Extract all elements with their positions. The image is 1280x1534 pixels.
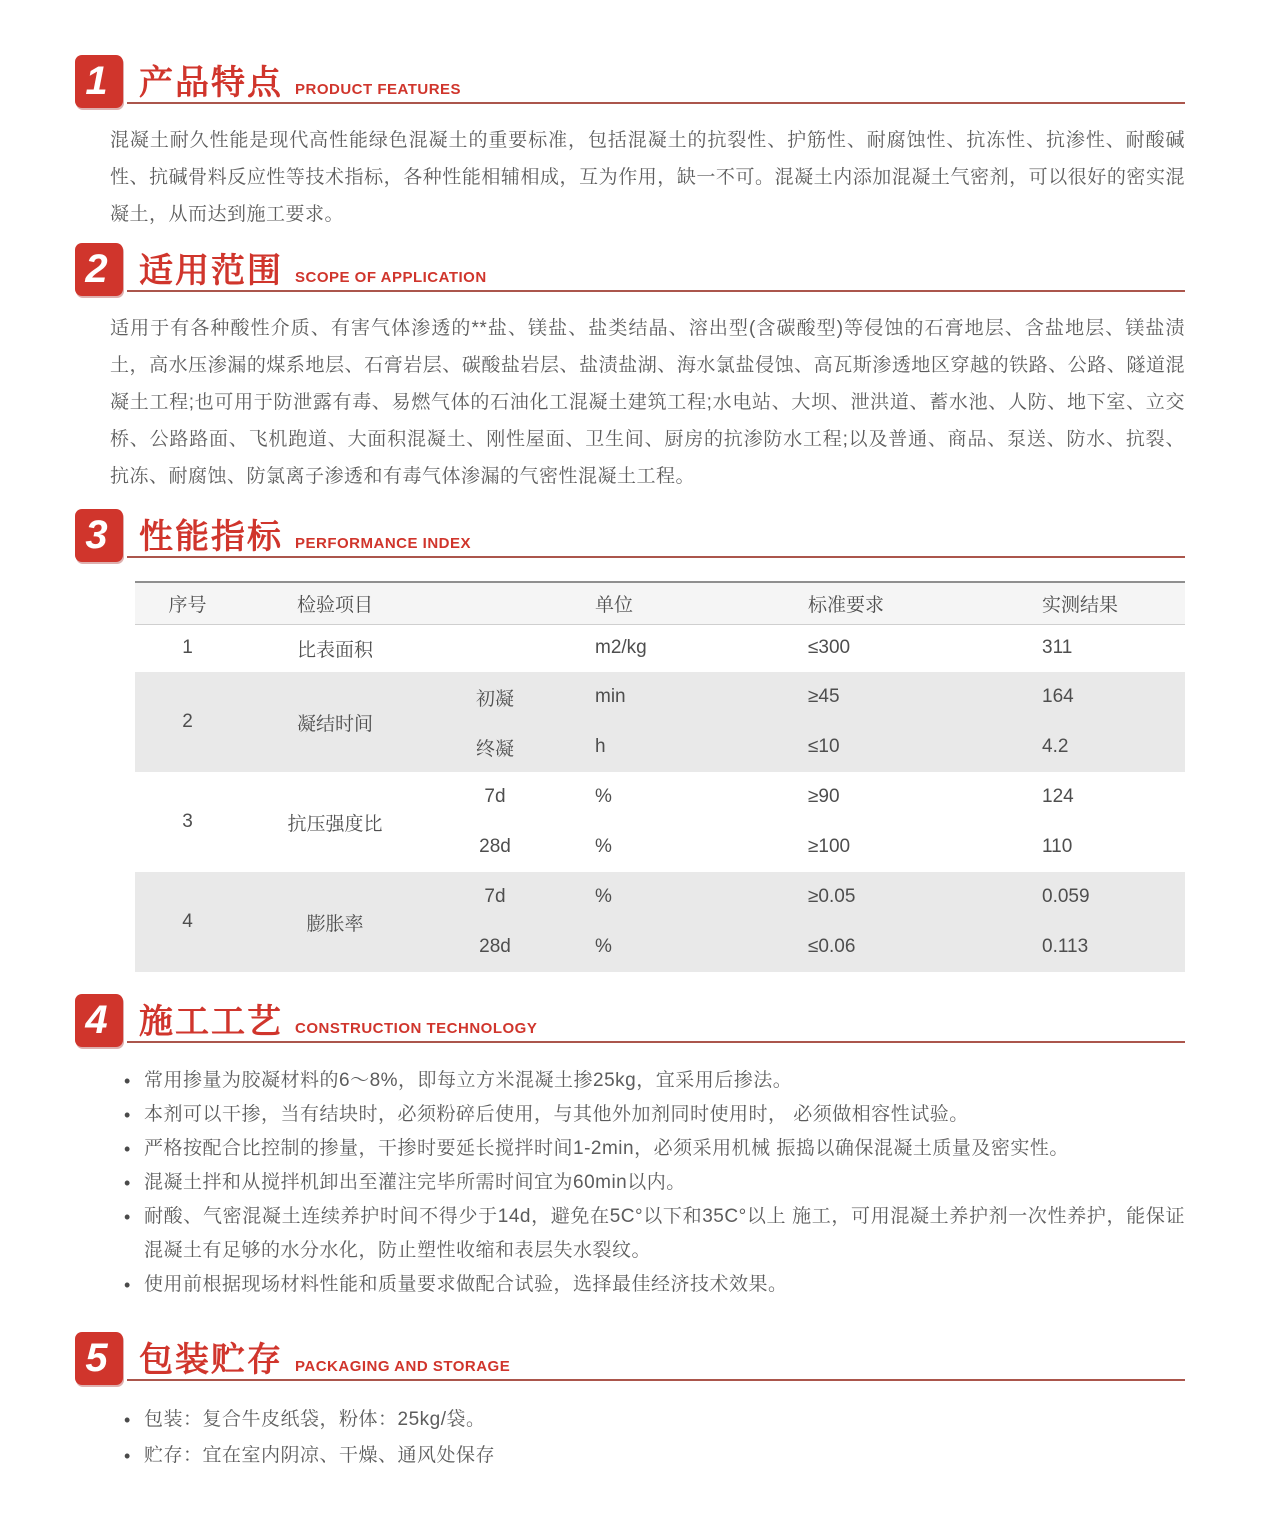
header-sub <box>430 582 560 624</box>
section-2-underline <box>127 290 1185 292</box>
cell-unit: % <box>560 872 780 922</box>
section-3-underline <box>127 556 1185 558</box>
cell-res: 124 <box>1042 786 1074 807</box>
cell-sub: 28d <box>479 836 511 857</box>
cell-sub: 初凝 <box>430 672 560 722</box>
cell-res: 0.113 <box>1020 922 1185 972</box>
section-scope-of-application <box>75 243 1185 495</box>
table-header-row <box>135 582 1185 624</box>
cell-res: 164 <box>1020 672 1185 722</box>
table-row <box>135 872 1185 922</box>
header-res: 实测结果 <box>1042 594 1119 616</box>
section-4-titles <box>139 1005 537 1039</box>
section-1-paragraph: 混凝土耐久性能是现代高性能绿色混凝土的重要标准，包括混凝土的抗裂性、护筋性、耐腐蚀性、抗冻性、抗渗性、耐酸碱性、抗碱骨料反应性等技术指标，各种性能相辅相成，互为作用，缺一不可。混凝土内添加混凝土气密剂，可以很好的密实混凝土，从而达到施工要求。 <box>110 130 1185 225</box>
section-5-title-zh: 包装贮存 <box>139 1341 283 1379</box>
cell-unit: m2/kg <box>595 637 647 659</box>
section-4-number: 4 <box>85 998 108 1042</box>
header-unit: 单位 <box>595 594 634 616</box>
cell-res: 4.2 <box>1020 722 1185 772</box>
cell-req: ≥90 <box>808 786 840 807</box>
cell-item: 膨胀率 <box>240 872 430 972</box>
section-5-number-badge <box>75 1332 123 1385</box>
section-2-title-en: SCOPE OF APPLICATION <box>295 269 487 286</box>
cell-sub: 终凝 <box>430 722 560 772</box>
cell-no: 1 <box>182 637 193 659</box>
table-row <box>135 772 1185 822</box>
cell-unit: % <box>595 836 612 857</box>
cell-item: 抗压强度比 <box>287 813 383 835</box>
bullet-item: • 耐酸、气密混凝土连续养护时间不得少于14d，避免在5C°以下和35C°以上 施工，可用混凝土养护剂一次性养护，能保证混凝土有足够的水分水化，防止塑性收缩和表层失水裂纹。 <box>120 1200 1185 1268</box>
cell-no: 4 <box>135 872 240 972</box>
section-4-title-en: CONSTRUCTION TECHNOLOGY <box>295 1020 538 1037</box>
header-no: 序号 <box>168 594 207 616</box>
cell-req: ≤0.06 <box>780 922 1020 972</box>
performance-index-table <box>135 581 1185 972</box>
cell-req: ≤10 <box>780 722 1020 772</box>
header-req: 标准要求 <box>808 594 885 616</box>
section-1-number: 1 <box>85 59 108 103</box>
section-3-number-badge <box>75 509 123 562</box>
section-5-titles <box>139 1343 510 1377</box>
section-1-underline <box>127 102 1185 104</box>
section-performance-index <box>75 509 1185 972</box>
section-2-number: 2 <box>85 247 108 291</box>
section-3-title-zh: 性能指标 <box>139 518 283 556</box>
cell-unit: % <box>560 922 780 972</box>
section-product-features <box>75 55 1185 233</box>
header-item: 检验项目 <box>296 594 373 616</box>
cell-sub: 7d <box>484 786 506 807</box>
section-4-number-badge <box>75 994 123 1047</box>
section-1-title-zh: 产品特点 <box>139 64 283 102</box>
cell-unit: h <box>560 722 780 772</box>
section-3-title-en: PERFORMANCE INDEX <box>295 535 472 552</box>
cell-unit: min <box>560 672 780 722</box>
bullet-item: • 常用掺量为胶凝材料的6～8%，即每立方米混凝土掺25kg，宜采用后掺法。 <box>120 1064 1185 1098</box>
table-row <box>135 672 1185 722</box>
section-construction-technology <box>75 994 1185 1302</box>
section-5-header <box>75 1332 1185 1386</box>
cell-req: ≤300 <box>808 637 851 659</box>
section-1-header <box>75 55 1185 109</box>
section-3-titles <box>139 520 471 554</box>
section-2-titles <box>139 254 487 288</box>
section-1-titles <box>139 66 461 100</box>
section-packaging-storage <box>75 1332 1185 1474</box>
cell-no: 2 <box>135 672 240 772</box>
section-5-number: 5 <box>85 1336 108 1380</box>
section-3-number: 3 <box>85 513 108 557</box>
section-5-title-en: PACKAGING AND STORAGE <box>295 1358 511 1375</box>
bullet-item: • 本剂可以干掺，当有结块时，必须粉碎后使用，与其他外加剂同时使用时， 必须做相容性试验。 <box>120 1098 1185 1132</box>
cell-res: 110 <box>1042 836 1073 857</box>
section-2-number-badge <box>75 243 123 296</box>
section-2-title-zh: 适用范围 <box>139 252 283 290</box>
section-4-header <box>75 994 1185 1048</box>
packaging-bullet-list <box>120 1402 1185 1474</box>
bullet-item: • 严格按配合比控制的掺量，干掺时要延长搅拌时间1-2min，必须采用机械 振捣以确保混凝土质量及密实性。 <box>120 1132 1185 1166</box>
section-3-header <box>75 509 1185 563</box>
cell-item: 凝结时间 <box>240 672 430 772</box>
cell-sub: 7d <box>430 872 560 922</box>
cell-unit: % <box>595 786 612 807</box>
section-2-header <box>75 243 1185 297</box>
construction-bullet-list <box>120 1064 1185 1302</box>
cell-req: ≥100 <box>808 836 851 857</box>
cell-item: 比表面积 <box>296 639 373 661</box>
section-4-title-zh: 施工工艺 <box>139 1003 283 1041</box>
bullet-item: • 使用前根据现场材料性能和质量要求做配合试验，选择最佳经济技术效果。 <box>120 1268 1185 1302</box>
section-2-paragraph: 适用于有各种酸性介质、有害气体渗透的**盐、镁盐、盐类结晶、溶出型(含碳酸型)等侵蚀的石膏地层、含盐地层、镁盐渍土，高水压渗漏的煤系地层、石膏岩层、碳酸盐岩层、盐渍盐湖、海水氯盐侵蚀、高瓦斯渗透地区穿越的铁路、公路、隧道混凝土工程;也可用于防泄露有毒、易燃气体的石油化工混凝土建筑工程;水电站、大坝、泄洪道、蓄水池、人防、地下室、立交桥、公路路面、飞机跑道、大面积混凝土、刚性屋面、卫生间、厨房的抗渗防水工程;以及普通、商品、泵送、防水、抗裂、抗冻、耐腐蚀、防氯离子渗透和有毒气体渗漏的气密性混凝土工程。 <box>110 318 1185 487</box>
bullet-item: • 包装：复合牛皮纸袋，粉体：25kg/袋。 <box>120 1402 1185 1438</box>
section-1-number-badge <box>75 55 123 108</box>
bullet-item: • 混凝土拌和从搅拌机卸出至灌注完毕所需时间宜为60min以内。 <box>120 1166 1185 1200</box>
cell-sub <box>430 624 560 672</box>
cell-res: 311 <box>1042 637 1073 659</box>
section-4-underline <box>127 1041 1185 1043</box>
cell-res: 0.059 <box>1020 872 1185 922</box>
cell-req: ≥45 <box>780 672 1020 722</box>
table-row <box>135 624 1185 672</box>
bullet-item: • 贮存：宜在室内阴凉、干燥、通风处保存 <box>120 1438 1185 1474</box>
cell-no: 3 <box>182 811 193 832</box>
cell-req: ≥0.05 <box>780 872 1020 922</box>
section-5-underline <box>127 1379 1185 1381</box>
section-1-title-en: PRODUCT FEATURES <box>295 81 462 98</box>
cell-sub: 28d <box>430 922 560 972</box>
